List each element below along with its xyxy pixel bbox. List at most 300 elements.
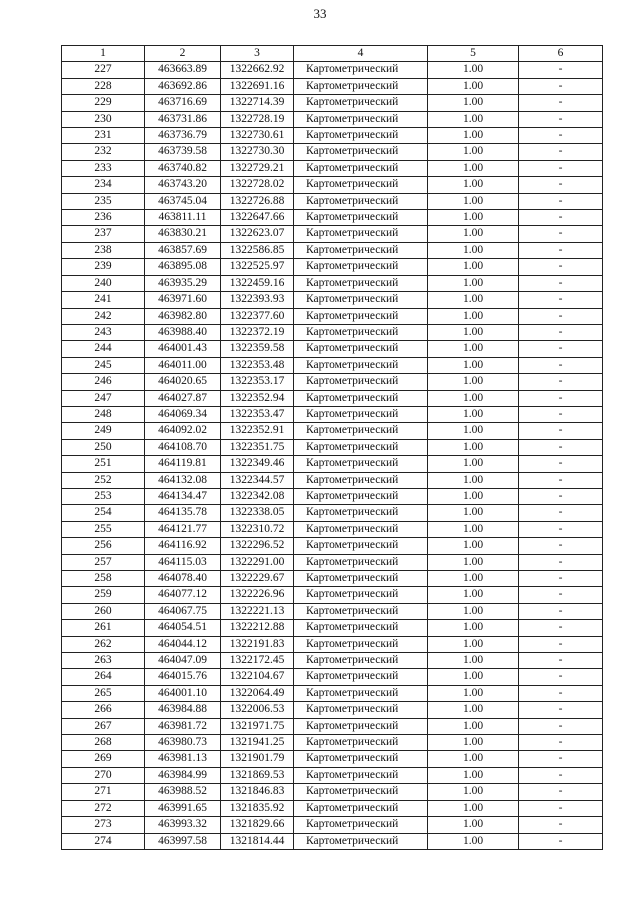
point-number-cell: 250 bbox=[62, 439, 145, 455]
note-cell: - bbox=[519, 505, 603, 521]
x-coordinate-cell: 464115.03 bbox=[145, 554, 221, 570]
y-coordinate-cell: 1322344.57 bbox=[221, 472, 294, 488]
accuracy-cell: 1.00 bbox=[428, 324, 519, 340]
point-number-cell: 241 bbox=[62, 292, 145, 308]
x-coordinate-cell: 463745.04 bbox=[145, 193, 221, 209]
table-row bbox=[62, 472, 603, 488]
y-coordinate-cell: 1321971.75 bbox=[221, 718, 294, 734]
table-row bbox=[62, 620, 603, 636]
x-coordinate-cell: 464121.77 bbox=[145, 521, 221, 537]
x-coordinate-cell: 463982.80 bbox=[145, 308, 221, 324]
point-number-cell: 232 bbox=[62, 144, 145, 160]
note-cell: - bbox=[519, 226, 603, 242]
point-number-cell: 244 bbox=[62, 341, 145, 357]
x-coordinate-cell: 463981.72 bbox=[145, 718, 221, 734]
note-cell: - bbox=[519, 521, 603, 537]
method-cell: Картометрический bbox=[294, 78, 428, 94]
accuracy-cell: 1.00 bbox=[428, 620, 519, 636]
method-cell: Картометрический bbox=[294, 472, 428, 488]
method-cell: Картометрический bbox=[294, 521, 428, 537]
column-header: 5 bbox=[428, 46, 519, 62]
note-cell: - bbox=[519, 587, 603, 603]
accuracy-cell: 1.00 bbox=[428, 406, 519, 422]
accuracy-cell: 1.00 bbox=[428, 603, 519, 619]
method-cell: Картометрический bbox=[294, 751, 428, 767]
accuracy-cell: 1.00 bbox=[428, 177, 519, 193]
point-number-cell: 230 bbox=[62, 111, 145, 127]
y-coordinate-cell: 1322353.48 bbox=[221, 357, 294, 373]
note-cell: - bbox=[519, 308, 603, 324]
note-cell: - bbox=[519, 735, 603, 751]
method-cell: Картометрический bbox=[294, 571, 428, 587]
y-coordinate-cell: 1322525.97 bbox=[221, 259, 294, 275]
method-cell: Картометрический bbox=[294, 128, 428, 144]
y-coordinate-cell: 1322172.45 bbox=[221, 653, 294, 669]
table-row bbox=[62, 554, 603, 570]
method-cell: Картометрический bbox=[294, 603, 428, 619]
accuracy-cell: 1.00 bbox=[428, 636, 519, 652]
table-row bbox=[62, 62, 603, 78]
table-row bbox=[62, 456, 603, 472]
point-number-cell: 267 bbox=[62, 718, 145, 734]
table-row bbox=[62, 292, 603, 308]
method-cell: Картометрический bbox=[294, 292, 428, 308]
y-coordinate-cell: 1322377.60 bbox=[221, 308, 294, 324]
x-coordinate-cell: 463743.20 bbox=[145, 177, 221, 193]
table-row bbox=[62, 735, 603, 751]
note-cell: - bbox=[519, 275, 603, 291]
point-number-cell: 227 bbox=[62, 62, 145, 78]
method-cell: Картометрический bbox=[294, 817, 428, 833]
method-cell: Картометрический bbox=[294, 669, 428, 685]
point-number-cell: 259 bbox=[62, 587, 145, 603]
method-cell: Картометрический bbox=[294, 767, 428, 783]
accuracy-cell: 1.00 bbox=[428, 242, 519, 258]
x-coordinate-cell: 464119.81 bbox=[145, 456, 221, 472]
note-cell: - bbox=[519, 833, 603, 849]
table-row bbox=[62, 718, 603, 734]
method-cell: Картометрический bbox=[294, 488, 428, 504]
y-coordinate-cell: 1322662.92 bbox=[221, 62, 294, 78]
note-cell: - bbox=[519, 603, 603, 619]
accuracy-cell: 1.00 bbox=[428, 456, 519, 472]
accuracy-cell: 1.00 bbox=[428, 128, 519, 144]
x-coordinate-cell: 463991.65 bbox=[145, 800, 221, 816]
point-number-cell: 228 bbox=[62, 78, 145, 94]
table-row bbox=[62, 587, 603, 603]
point-number-cell: 264 bbox=[62, 669, 145, 685]
table-row bbox=[62, 390, 603, 406]
table-row bbox=[62, 439, 603, 455]
point-number-cell: 258 bbox=[62, 571, 145, 587]
accuracy-cell: 1.00 bbox=[428, 259, 519, 275]
accuracy-cell: 1.00 bbox=[428, 390, 519, 406]
column-header: 2 bbox=[145, 46, 221, 62]
y-coordinate-cell: 1322691.16 bbox=[221, 78, 294, 94]
note-cell: - bbox=[519, 95, 603, 111]
note-cell: - bbox=[519, 784, 603, 800]
accuracy-cell: 1.00 bbox=[428, 95, 519, 111]
note-cell: - bbox=[519, 292, 603, 308]
y-coordinate-cell: 1322104.67 bbox=[221, 669, 294, 685]
note-cell: - bbox=[519, 702, 603, 718]
point-number-cell: 252 bbox=[62, 472, 145, 488]
note-cell: - bbox=[519, 144, 603, 160]
accuracy-cell: 1.00 bbox=[428, 111, 519, 127]
point-number-cell: 272 bbox=[62, 800, 145, 816]
note-cell: - bbox=[519, 685, 603, 701]
x-coordinate-cell: 464092.02 bbox=[145, 423, 221, 439]
method-cell: Картометрический bbox=[294, 587, 428, 603]
y-coordinate-cell: 1321901.79 bbox=[221, 751, 294, 767]
y-coordinate-cell: 1322353.47 bbox=[221, 406, 294, 422]
table-row bbox=[62, 423, 603, 439]
column-header: 1 bbox=[62, 46, 145, 62]
table-row bbox=[62, 324, 603, 340]
table-body bbox=[62, 62, 603, 850]
note-cell: - bbox=[519, 324, 603, 340]
point-number-cell: 270 bbox=[62, 767, 145, 783]
point-number-cell: 251 bbox=[62, 456, 145, 472]
method-cell: Картометрический bbox=[294, 62, 428, 78]
method-cell: Картометрический bbox=[294, 111, 428, 127]
method-cell: Картометрический bbox=[294, 390, 428, 406]
method-cell: Картометрический bbox=[294, 357, 428, 373]
x-coordinate-cell: 463716.69 bbox=[145, 95, 221, 111]
point-number-cell: 273 bbox=[62, 817, 145, 833]
method-cell: Картометрический bbox=[294, 308, 428, 324]
accuracy-cell: 1.00 bbox=[428, 472, 519, 488]
point-number-cell: 260 bbox=[62, 603, 145, 619]
accuracy-cell: 1.00 bbox=[428, 735, 519, 751]
x-coordinate-cell: 463935.29 bbox=[145, 275, 221, 291]
x-coordinate-cell: 463981.13 bbox=[145, 751, 221, 767]
accuracy-cell: 1.00 bbox=[428, 817, 519, 833]
x-coordinate-cell: 464134.47 bbox=[145, 488, 221, 504]
y-coordinate-cell: 1321814.44 bbox=[221, 833, 294, 849]
y-coordinate-cell: 1322372.19 bbox=[221, 324, 294, 340]
note-cell: - bbox=[519, 210, 603, 226]
y-coordinate-cell: 1322647.66 bbox=[221, 210, 294, 226]
method-cell: Картометрический bbox=[294, 242, 428, 258]
table-row bbox=[62, 259, 603, 275]
column-header: 4 bbox=[294, 46, 428, 62]
y-coordinate-cell: 1322310.72 bbox=[221, 521, 294, 537]
table-row bbox=[62, 374, 603, 390]
accuracy-cell: 1.00 bbox=[428, 767, 519, 783]
note-cell: - bbox=[519, 259, 603, 275]
point-number-cell: 274 bbox=[62, 833, 145, 849]
accuracy-cell: 1.00 bbox=[428, 374, 519, 390]
table-row bbox=[62, 406, 603, 422]
y-coordinate-cell: 1322730.30 bbox=[221, 144, 294, 160]
accuracy-cell: 1.00 bbox=[428, 702, 519, 718]
method-cell: Картометрический bbox=[294, 144, 428, 160]
note-cell: - bbox=[519, 439, 603, 455]
accuracy-cell: 1.00 bbox=[428, 653, 519, 669]
column-header: 6 bbox=[519, 46, 603, 62]
x-coordinate-cell: 463857.69 bbox=[145, 242, 221, 258]
note-cell: - bbox=[519, 554, 603, 570]
note-cell: - bbox=[519, 128, 603, 144]
table-row bbox=[62, 144, 603, 160]
point-number-cell: 268 bbox=[62, 735, 145, 751]
point-number-cell: 269 bbox=[62, 751, 145, 767]
accuracy-cell: 1.00 bbox=[428, 193, 519, 209]
table-row bbox=[62, 357, 603, 373]
x-coordinate-cell: 464001.43 bbox=[145, 341, 221, 357]
table-row bbox=[62, 767, 603, 783]
table-row bbox=[62, 817, 603, 833]
y-coordinate-cell: 1321941.25 bbox=[221, 735, 294, 751]
table-row bbox=[62, 636, 603, 652]
note-cell: - bbox=[519, 718, 603, 734]
x-coordinate-cell: 464044.12 bbox=[145, 636, 221, 652]
accuracy-cell: 1.00 bbox=[428, 439, 519, 455]
method-cell: Картометрический bbox=[294, 505, 428, 521]
x-coordinate-cell: 464132.08 bbox=[145, 472, 221, 488]
note-cell: - bbox=[519, 62, 603, 78]
x-coordinate-cell: 463736.79 bbox=[145, 128, 221, 144]
y-coordinate-cell: 1322296.52 bbox=[221, 538, 294, 554]
table-row bbox=[62, 128, 603, 144]
method-cell: Картометрический bbox=[294, 406, 428, 422]
accuracy-cell: 1.00 bbox=[428, 751, 519, 767]
y-coordinate-cell: 1322393.93 bbox=[221, 292, 294, 308]
table-row bbox=[62, 242, 603, 258]
x-coordinate-cell: 464067.75 bbox=[145, 603, 221, 619]
y-coordinate-cell: 1322349.46 bbox=[221, 456, 294, 472]
y-coordinate-cell: 1322352.91 bbox=[221, 423, 294, 439]
accuracy-cell: 1.00 bbox=[428, 718, 519, 734]
accuracy-cell: 1.00 bbox=[428, 521, 519, 537]
x-coordinate-cell: 463663.89 bbox=[145, 62, 221, 78]
point-number-cell: 266 bbox=[62, 702, 145, 718]
table-row bbox=[62, 341, 603, 357]
y-coordinate-cell: 1322353.17 bbox=[221, 374, 294, 390]
x-coordinate-cell: 463740.82 bbox=[145, 160, 221, 176]
x-coordinate-cell: 464020.65 bbox=[145, 374, 221, 390]
note-cell: - bbox=[519, 406, 603, 422]
method-cell: Картометрический bbox=[294, 177, 428, 193]
x-coordinate-cell: 463830.21 bbox=[145, 226, 221, 242]
note-cell: - bbox=[519, 456, 603, 472]
note-cell: - bbox=[519, 620, 603, 636]
note-cell: - bbox=[519, 341, 603, 357]
table-row bbox=[62, 95, 603, 111]
note-cell: - bbox=[519, 800, 603, 816]
method-cell: Картометрический bbox=[294, 554, 428, 570]
table-row bbox=[62, 111, 603, 127]
point-number-cell: 265 bbox=[62, 685, 145, 701]
accuracy-cell: 1.00 bbox=[428, 505, 519, 521]
x-coordinate-cell: 464108.70 bbox=[145, 439, 221, 455]
table-row bbox=[62, 210, 603, 226]
table-row bbox=[62, 521, 603, 537]
point-number-cell: 249 bbox=[62, 423, 145, 439]
table-row bbox=[62, 571, 603, 587]
accuracy-cell: 1.00 bbox=[428, 341, 519, 357]
x-coordinate-cell: 463731.86 bbox=[145, 111, 221, 127]
note-cell: - bbox=[519, 390, 603, 406]
y-coordinate-cell: 1322726.88 bbox=[221, 193, 294, 209]
note-cell: - bbox=[519, 111, 603, 127]
table-row bbox=[62, 751, 603, 767]
accuracy-cell: 1.00 bbox=[428, 833, 519, 849]
note-cell: - bbox=[519, 751, 603, 767]
accuracy-cell: 1.00 bbox=[428, 226, 519, 242]
x-coordinate-cell: 463971.60 bbox=[145, 292, 221, 308]
note-cell: - bbox=[519, 636, 603, 652]
x-coordinate-cell: 463997.58 bbox=[145, 833, 221, 849]
point-number-cell: 242 bbox=[62, 308, 145, 324]
table-row bbox=[62, 78, 603, 94]
point-number-cell: 238 bbox=[62, 242, 145, 258]
y-coordinate-cell: 1322191.83 bbox=[221, 636, 294, 652]
point-number-cell: 243 bbox=[62, 324, 145, 340]
x-coordinate-cell: 464027.87 bbox=[145, 390, 221, 406]
x-coordinate-cell: 463980.73 bbox=[145, 735, 221, 751]
accuracy-cell: 1.00 bbox=[428, 571, 519, 587]
point-number-cell: 233 bbox=[62, 160, 145, 176]
point-number-cell: 261 bbox=[62, 620, 145, 636]
point-number-cell: 254 bbox=[62, 505, 145, 521]
note-cell: - bbox=[519, 357, 603, 373]
y-coordinate-cell: 1322359.58 bbox=[221, 341, 294, 357]
table-row bbox=[62, 800, 603, 816]
note-cell: - bbox=[519, 193, 603, 209]
accuracy-cell: 1.00 bbox=[428, 357, 519, 373]
method-cell: Картометрический bbox=[294, 653, 428, 669]
accuracy-cell: 1.00 bbox=[428, 488, 519, 504]
accuracy-cell: 1.00 bbox=[428, 554, 519, 570]
point-number-cell: 237 bbox=[62, 226, 145, 242]
method-cell: Картометрический bbox=[294, 423, 428, 439]
method-cell: Картометрический bbox=[294, 95, 428, 111]
table-row bbox=[62, 603, 603, 619]
y-coordinate-cell: 1322714.39 bbox=[221, 95, 294, 111]
method-cell: Картометрический bbox=[294, 636, 428, 652]
x-coordinate-cell: 463988.52 bbox=[145, 784, 221, 800]
note-cell: - bbox=[519, 653, 603, 669]
note-cell: - bbox=[519, 472, 603, 488]
method-cell: Картометрический bbox=[294, 210, 428, 226]
accuracy-cell: 1.00 bbox=[428, 78, 519, 94]
x-coordinate-cell: 464047.09 bbox=[145, 653, 221, 669]
accuracy-cell: 1.00 bbox=[428, 423, 519, 439]
y-coordinate-cell: 1322064.49 bbox=[221, 685, 294, 701]
note-cell: - bbox=[519, 242, 603, 258]
note-cell: - bbox=[519, 374, 603, 390]
x-coordinate-cell: 463811.11 bbox=[145, 210, 221, 226]
table-row bbox=[62, 685, 603, 701]
y-coordinate-cell: 1322291.00 bbox=[221, 554, 294, 570]
table-row bbox=[62, 177, 603, 193]
note-cell: - bbox=[519, 669, 603, 685]
method-cell: Картометрический bbox=[294, 341, 428, 357]
note-cell: - bbox=[519, 488, 603, 504]
note-cell: - bbox=[519, 423, 603, 439]
x-coordinate-cell: 463993.32 bbox=[145, 817, 221, 833]
point-number-cell: 248 bbox=[62, 406, 145, 422]
y-coordinate-cell: 1322226.96 bbox=[221, 587, 294, 603]
point-number-cell: 231 bbox=[62, 128, 145, 144]
table-row bbox=[62, 833, 603, 849]
point-number-cell: 245 bbox=[62, 357, 145, 373]
note-cell: - bbox=[519, 177, 603, 193]
y-coordinate-cell: 1322730.61 bbox=[221, 128, 294, 144]
point-number-cell: 257 bbox=[62, 554, 145, 570]
table-row bbox=[62, 275, 603, 291]
x-coordinate-cell: 464069.34 bbox=[145, 406, 221, 422]
method-cell: Картометрический bbox=[294, 718, 428, 734]
point-number-cell: 235 bbox=[62, 193, 145, 209]
note-cell: - bbox=[519, 767, 603, 783]
x-coordinate-cell: 464135.78 bbox=[145, 505, 221, 521]
method-cell: Картометрический bbox=[294, 324, 428, 340]
method-cell: Картометрический bbox=[294, 259, 428, 275]
x-coordinate-cell: 463984.88 bbox=[145, 702, 221, 718]
accuracy-cell: 1.00 bbox=[428, 210, 519, 226]
point-number-cell: 247 bbox=[62, 390, 145, 406]
table-row bbox=[62, 193, 603, 209]
y-coordinate-cell: 1322729.21 bbox=[221, 160, 294, 176]
y-coordinate-cell: 1321869.53 bbox=[221, 767, 294, 783]
x-coordinate-cell: 464001.10 bbox=[145, 685, 221, 701]
method-cell: Картометрический bbox=[294, 800, 428, 816]
point-number-cell: 255 bbox=[62, 521, 145, 537]
accuracy-cell: 1.00 bbox=[428, 800, 519, 816]
point-number-cell: 229 bbox=[62, 95, 145, 111]
method-cell: Картометрический bbox=[294, 735, 428, 751]
y-coordinate-cell: 1322212.88 bbox=[221, 620, 294, 636]
x-coordinate-cell: 464011.00 bbox=[145, 357, 221, 373]
accuracy-cell: 1.00 bbox=[428, 685, 519, 701]
y-coordinate-cell: 1322459.16 bbox=[221, 275, 294, 291]
x-coordinate-cell: 463895.08 bbox=[145, 259, 221, 275]
column-header: 3 bbox=[221, 46, 294, 62]
point-number-cell: 240 bbox=[62, 275, 145, 291]
method-cell: Картометрический bbox=[294, 160, 428, 176]
point-number-cell: 263 bbox=[62, 653, 145, 669]
table-row bbox=[62, 226, 603, 242]
accuracy-cell: 1.00 bbox=[428, 292, 519, 308]
method-cell: Картометрический bbox=[294, 439, 428, 455]
method-cell: Картометрический bbox=[294, 685, 428, 701]
point-number-cell: 262 bbox=[62, 636, 145, 652]
method-cell: Картометрический bbox=[294, 538, 428, 554]
x-coordinate-cell: 463692.86 bbox=[145, 78, 221, 94]
y-coordinate-cell: 1322728.19 bbox=[221, 111, 294, 127]
method-cell: Картометрический bbox=[294, 702, 428, 718]
method-cell: Картометрический bbox=[294, 784, 428, 800]
accuracy-cell: 1.00 bbox=[428, 62, 519, 78]
accuracy-cell: 1.00 bbox=[428, 275, 519, 291]
point-number-cell: 256 bbox=[62, 538, 145, 554]
accuracy-cell: 1.00 bbox=[428, 144, 519, 160]
note-cell: - bbox=[519, 817, 603, 833]
accuracy-cell: 1.00 bbox=[428, 538, 519, 554]
accuracy-cell: 1.00 bbox=[428, 160, 519, 176]
accuracy-cell: 1.00 bbox=[428, 587, 519, 603]
y-coordinate-cell: 1321846.83 bbox=[221, 784, 294, 800]
y-coordinate-cell: 1322352.94 bbox=[221, 390, 294, 406]
method-cell: Картометрический bbox=[294, 275, 428, 291]
accuracy-cell: 1.00 bbox=[428, 784, 519, 800]
y-coordinate-cell: 1322342.08 bbox=[221, 488, 294, 504]
table-row bbox=[62, 702, 603, 718]
note-cell: - bbox=[519, 78, 603, 94]
